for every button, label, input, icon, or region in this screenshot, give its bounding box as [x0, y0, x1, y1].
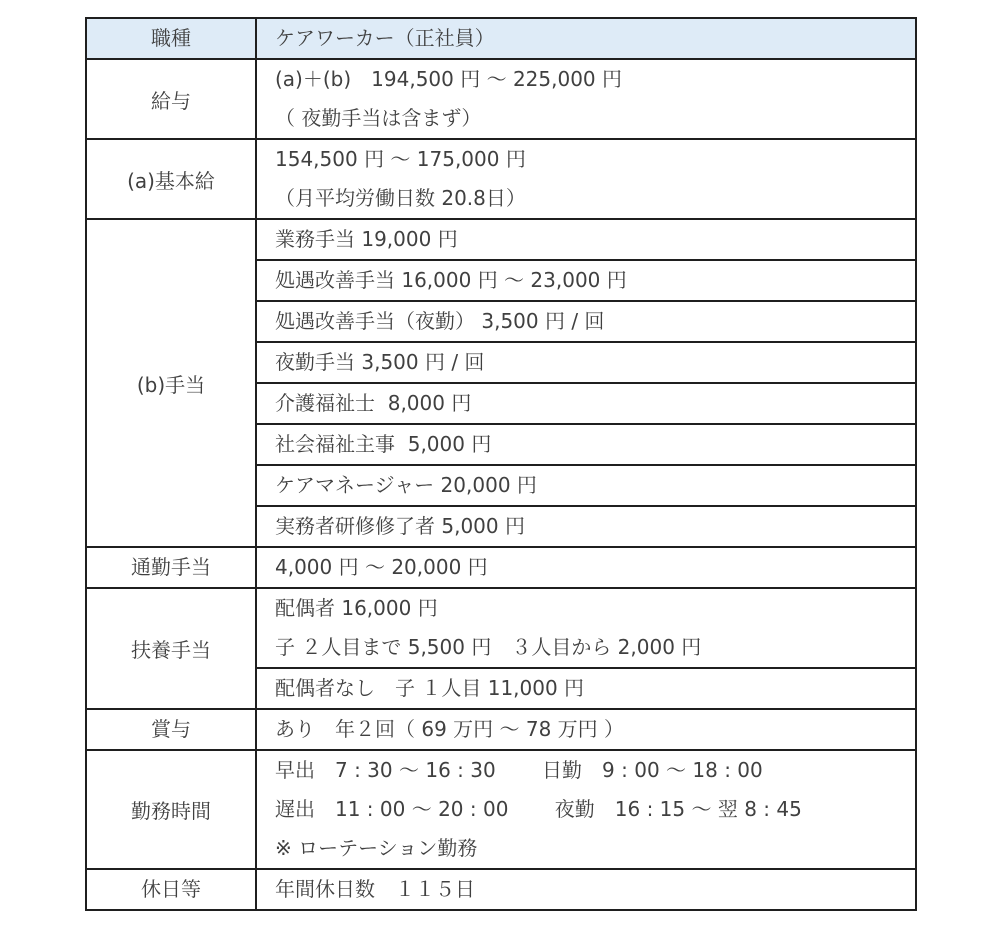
allowance-item: 処遇改善手当（夜勤） 3,500 円 / 回	[256, 301, 916, 342]
salary-line-1: (a)＋(b) 194,500 円 ～ 225,000 円	[275, 67, 623, 91]
allowance-item: 社会福祉主事 5,000 円	[256, 424, 916, 465]
base-pay-line-1: 154,500 円 ～ 175,000 円	[275, 147, 526, 171]
hours-line-1: 早出 7 : 30 ～ 16 : 30 日勤 9 : 00 ～ 18 : 00	[275, 758, 763, 782]
salary-value	[256, 59, 916, 139]
family-no-spouse: 配偶者なし 子 １人目 11,000 円	[256, 668, 916, 709]
commute-label: 通勤手当	[86, 547, 256, 588]
allowance-item: 介護福祉士 8,000 円	[256, 383, 916, 424]
allowances-label: (b)手当	[86, 219, 256, 547]
base-pay-line-2: （月平均労働日数 20.8日）	[275, 186, 526, 210]
salary-label: 給与	[86, 59, 256, 139]
family-line-1: 配偶者 16,000 円	[275, 596, 438, 620]
family-value	[256, 588, 916, 668]
allowance-row	[86, 219, 916, 260]
allowance-item: 処遇改善手当 16,000 円 ～ 23,000 円	[256, 260, 916, 301]
commute-value: 4,000 円 ～ 20,000 円	[256, 547, 916, 588]
family-label: 扶養手当	[86, 588, 256, 709]
base-pay-label: (a)基本給	[86, 139, 256, 219]
family-line-2: 子 ２人目まで 5,500 円 ３人目から 2,000 円	[275, 635, 702, 659]
allowance-item: 実務者研修修了者 5,000 円	[256, 506, 916, 547]
header-label: 職種	[86, 18, 256, 59]
commute-row	[86, 547, 916, 588]
base-pay-row	[86, 139, 916, 219]
job-conditions-table	[85, 17, 917, 911]
holidays-label: 休日等	[86, 869, 256, 910]
base-pay-value	[256, 139, 916, 219]
bonus-label: 賞与	[86, 709, 256, 750]
hours-value	[256, 750, 916, 869]
bonus-row	[86, 709, 916, 750]
allowance-item: 業務手当 19,000 円	[256, 219, 916, 260]
hours-line-2: 遅出 11 : 00 ～ 20 : 00 夜勤 16 : 15 ～ 翌 8 : 45	[275, 797, 802, 821]
hours-row	[86, 750, 916, 869]
header-value: ケアワーカー（正社員）	[256, 18, 916, 59]
header-row	[86, 18, 916, 59]
family-row	[86, 588, 916, 668]
hours-line-3: ※ ローテーション勤務	[275, 836, 478, 860]
holidays-value: 年間休日数 １１５日	[256, 869, 916, 910]
holidays-row	[86, 869, 916, 910]
allowance-item: 夜勤手当 3,500 円 / 回	[256, 342, 916, 383]
salary-line-2: （ 夜勤手当は含まず）	[275, 106, 482, 130]
salary-row	[86, 59, 916, 139]
bonus-value: あり 年２回（ 69 万円 ～ 78 万円 ）	[256, 709, 916, 750]
allowance-item: ケアマネージャー 20,000 円	[256, 465, 916, 506]
hours-label: 勤務時間	[86, 750, 256, 869]
